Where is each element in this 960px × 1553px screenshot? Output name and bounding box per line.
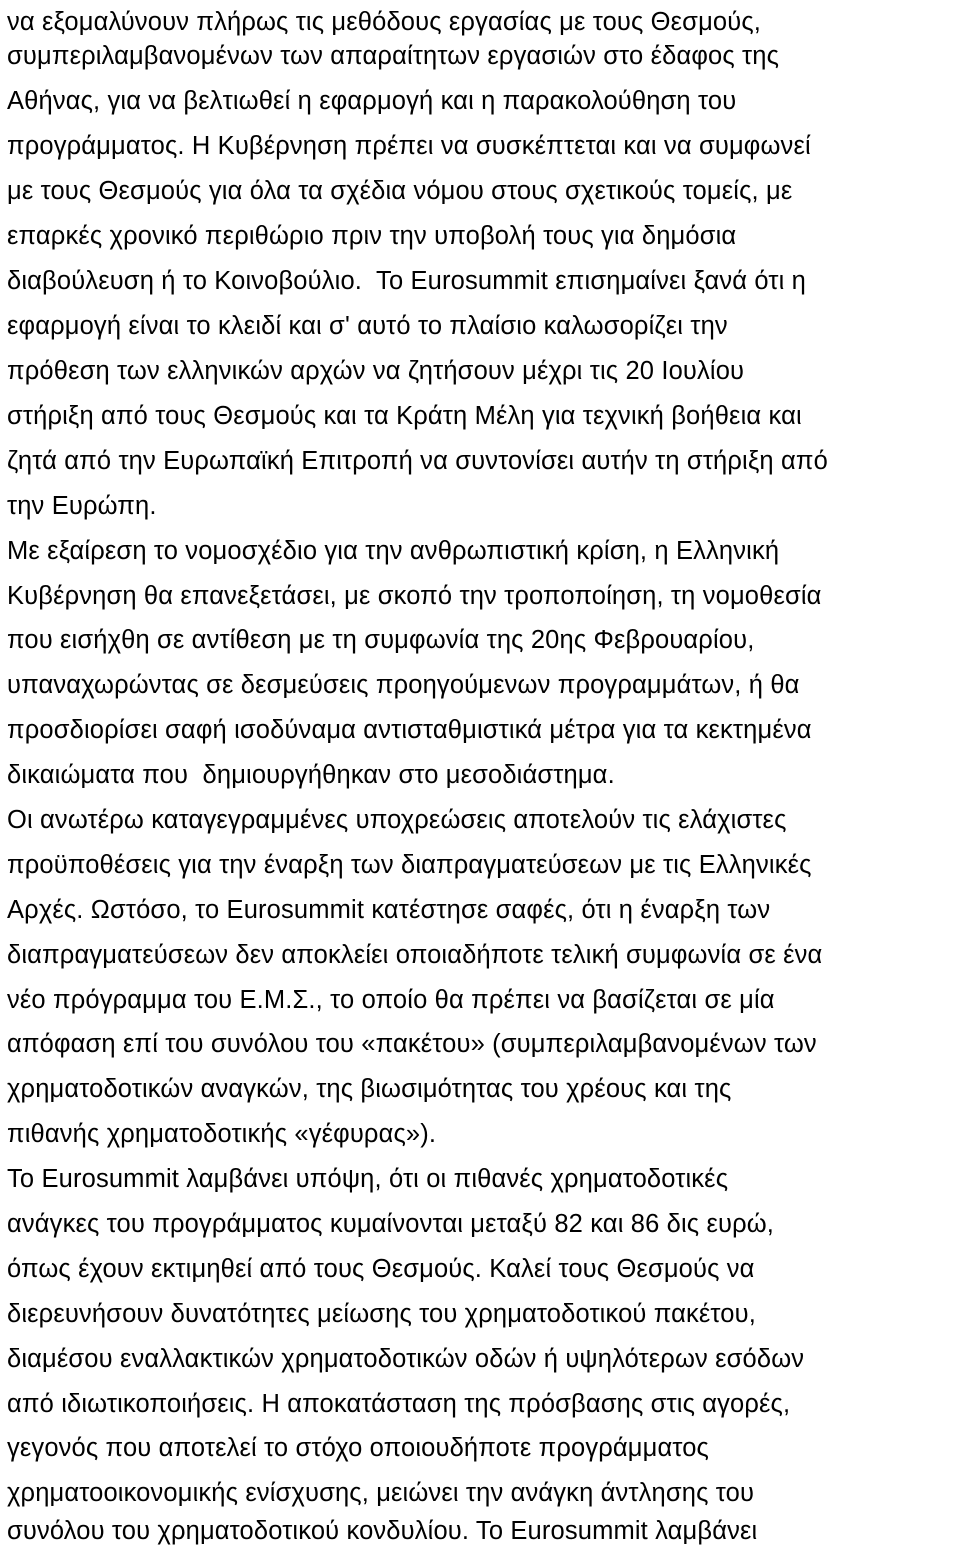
text-line: δικαιώματα που δημιουργήθηκαν στο μεσοδιάστημα. [7,761,615,789]
text-line: ζητά από την Ευρωπαϊκή Επιτροπή να συντονίσει αυτήν τη στήριξη από [7,447,828,475]
text-line: εφαρμογή είναι το κλειδί και σ' αυτό το πλαίσιο καλωσορίζει την [7,312,728,340]
text-line: χρηματοοικονομικής ενίσχυσης, μειώνει την ανάγκη άντλησης του [7,1479,755,1507]
text-line: που εισήχθη σε αντίθεση με τη συμφωνία της 20ης Φεβρουαρίου, [7,626,755,654]
text-line: επαρκές χρονικό περιθώριο πριν την υποβολή τους για δημόσια [7,222,737,250]
text-line: διαμέσου εναλλακτικών χρηματοδοτικών οδών ή υψηλότερων εσόδων [7,1345,805,1373]
text-line: διαπραγματεύσεων δεν αποκλείει οποιαδήποτε τελική συμφωνία σε ένα [7,941,823,969]
text-line: προϋποθέσεις για την έναρξη των διαπραγματεύσεων με τις Ελληνικές [7,851,812,879]
text-line: Με εξαίρεση το νομοσχέδιο για την ανθρωπιστική κρίση, η Ελληνική [7,537,780,565]
text-line: όπως έχουν εκτιμηθεί από τους Θεσμούς. Καλεί τους Θεσμούς να [7,1255,755,1283]
text-line: νέο πρόγραμμα του Ε.Μ.Σ., το οποίο θα πρέπει να βασίζεται σε μία [7,986,775,1014]
text-line: γεγονός που αποτελεί το στόχο οποιουδήποτε προγράμματος [7,1434,709,1462]
text-line: στήριξη από τους Θεσμούς και τα Κράτη Μέλη για τεχνική βοήθεια και [7,402,802,430]
text-line: διαβούλευση ή το Κοινοβούλιο. Το Eurosummit επισημαίνει ξανά ότι η [7,267,806,295]
text-line: Οι ανωτέρω καταγεγραμμένες υποχρεώσεις αποτελούν τις ελάχιστες [7,806,787,834]
text-line: Αρχές. Ωστόσο, το Eurosummit κατέστησε σαφές, ότι η έναρξη των [7,896,771,924]
text-line: πρόθεση των ελληνικών αρχών να ζητήσουν μέχρι τις 20 Ιουλίου [7,357,745,385]
text-line: χρηματοδοτικών αναγκών, της βιωσιμότητας του χρέους και της [7,1075,732,1103]
text-line: Το Eurosummit λαμβάνει υπόψη, ότι οι πιθανές χρηματοδοτικές [7,1165,729,1193]
text-line: Κυβέρνηση θα επανεξετάσει, με σκοπό την τροποποίηση, τη νομοθεσία [7,582,822,610]
text-line: να εξομαλύνουν πλήρως τις μεθόδους εργασίας με τους Θεσμούς, [7,8,762,36]
text-line: με τους Θεσμούς για όλα τα σχέδια νόμου στους σχετικούς τομείς, με [7,177,793,205]
text-line: υπαναχωρώντας σε δεσμεύσεις προηγούμενων προγραμμάτων, ή θα [7,671,800,699]
text-line: Αθήνας, για να βελτιωθεί η εφαρμογή και η παρακολούθηση του [7,87,737,115]
text-line: ανάγκες του προγράμματος κυμαίνονται μεταξύ 82 και 86 δις ευρώ, [7,1210,775,1238]
text-line: από ιδιωτικοποιήσεις. Η αποκατάσταση της πρόσβασης στις αγορές, [7,1390,791,1418]
text-line: την Ευρώπη. [7,492,157,520]
text-line: συνόλου του χρηματοδοτικού κονδυλίου. Το Eurosummit λαμβάνει [7,1517,758,1545]
text-line: πιθανής χρηματοδοτικής «γέφυρας»). [7,1120,437,1148]
document-page [7,0,955,1553]
text-line: συμπεριλαμβανομένων των απαραίτητων εργασιών στο έδαφος της [7,42,780,70]
text-line: προγράμματος. Η Κυβέρνηση πρέπει να συσκέπτεται και να συμφωνεί [7,132,811,160]
text-line: διερευνήσουν δυνατότητες μείωσης του χρηματοδοτικού πακέτου, [7,1300,756,1328]
text-line: απόφαση επί του συνόλου του «πακέτου» (συμπεριλαμβανομένων των [7,1030,817,1058]
text-line: προσδιορίσει σαφή ισοδύναμα αντισταθμιστικά μέτρα για τα κεκτημένα [7,716,812,744]
